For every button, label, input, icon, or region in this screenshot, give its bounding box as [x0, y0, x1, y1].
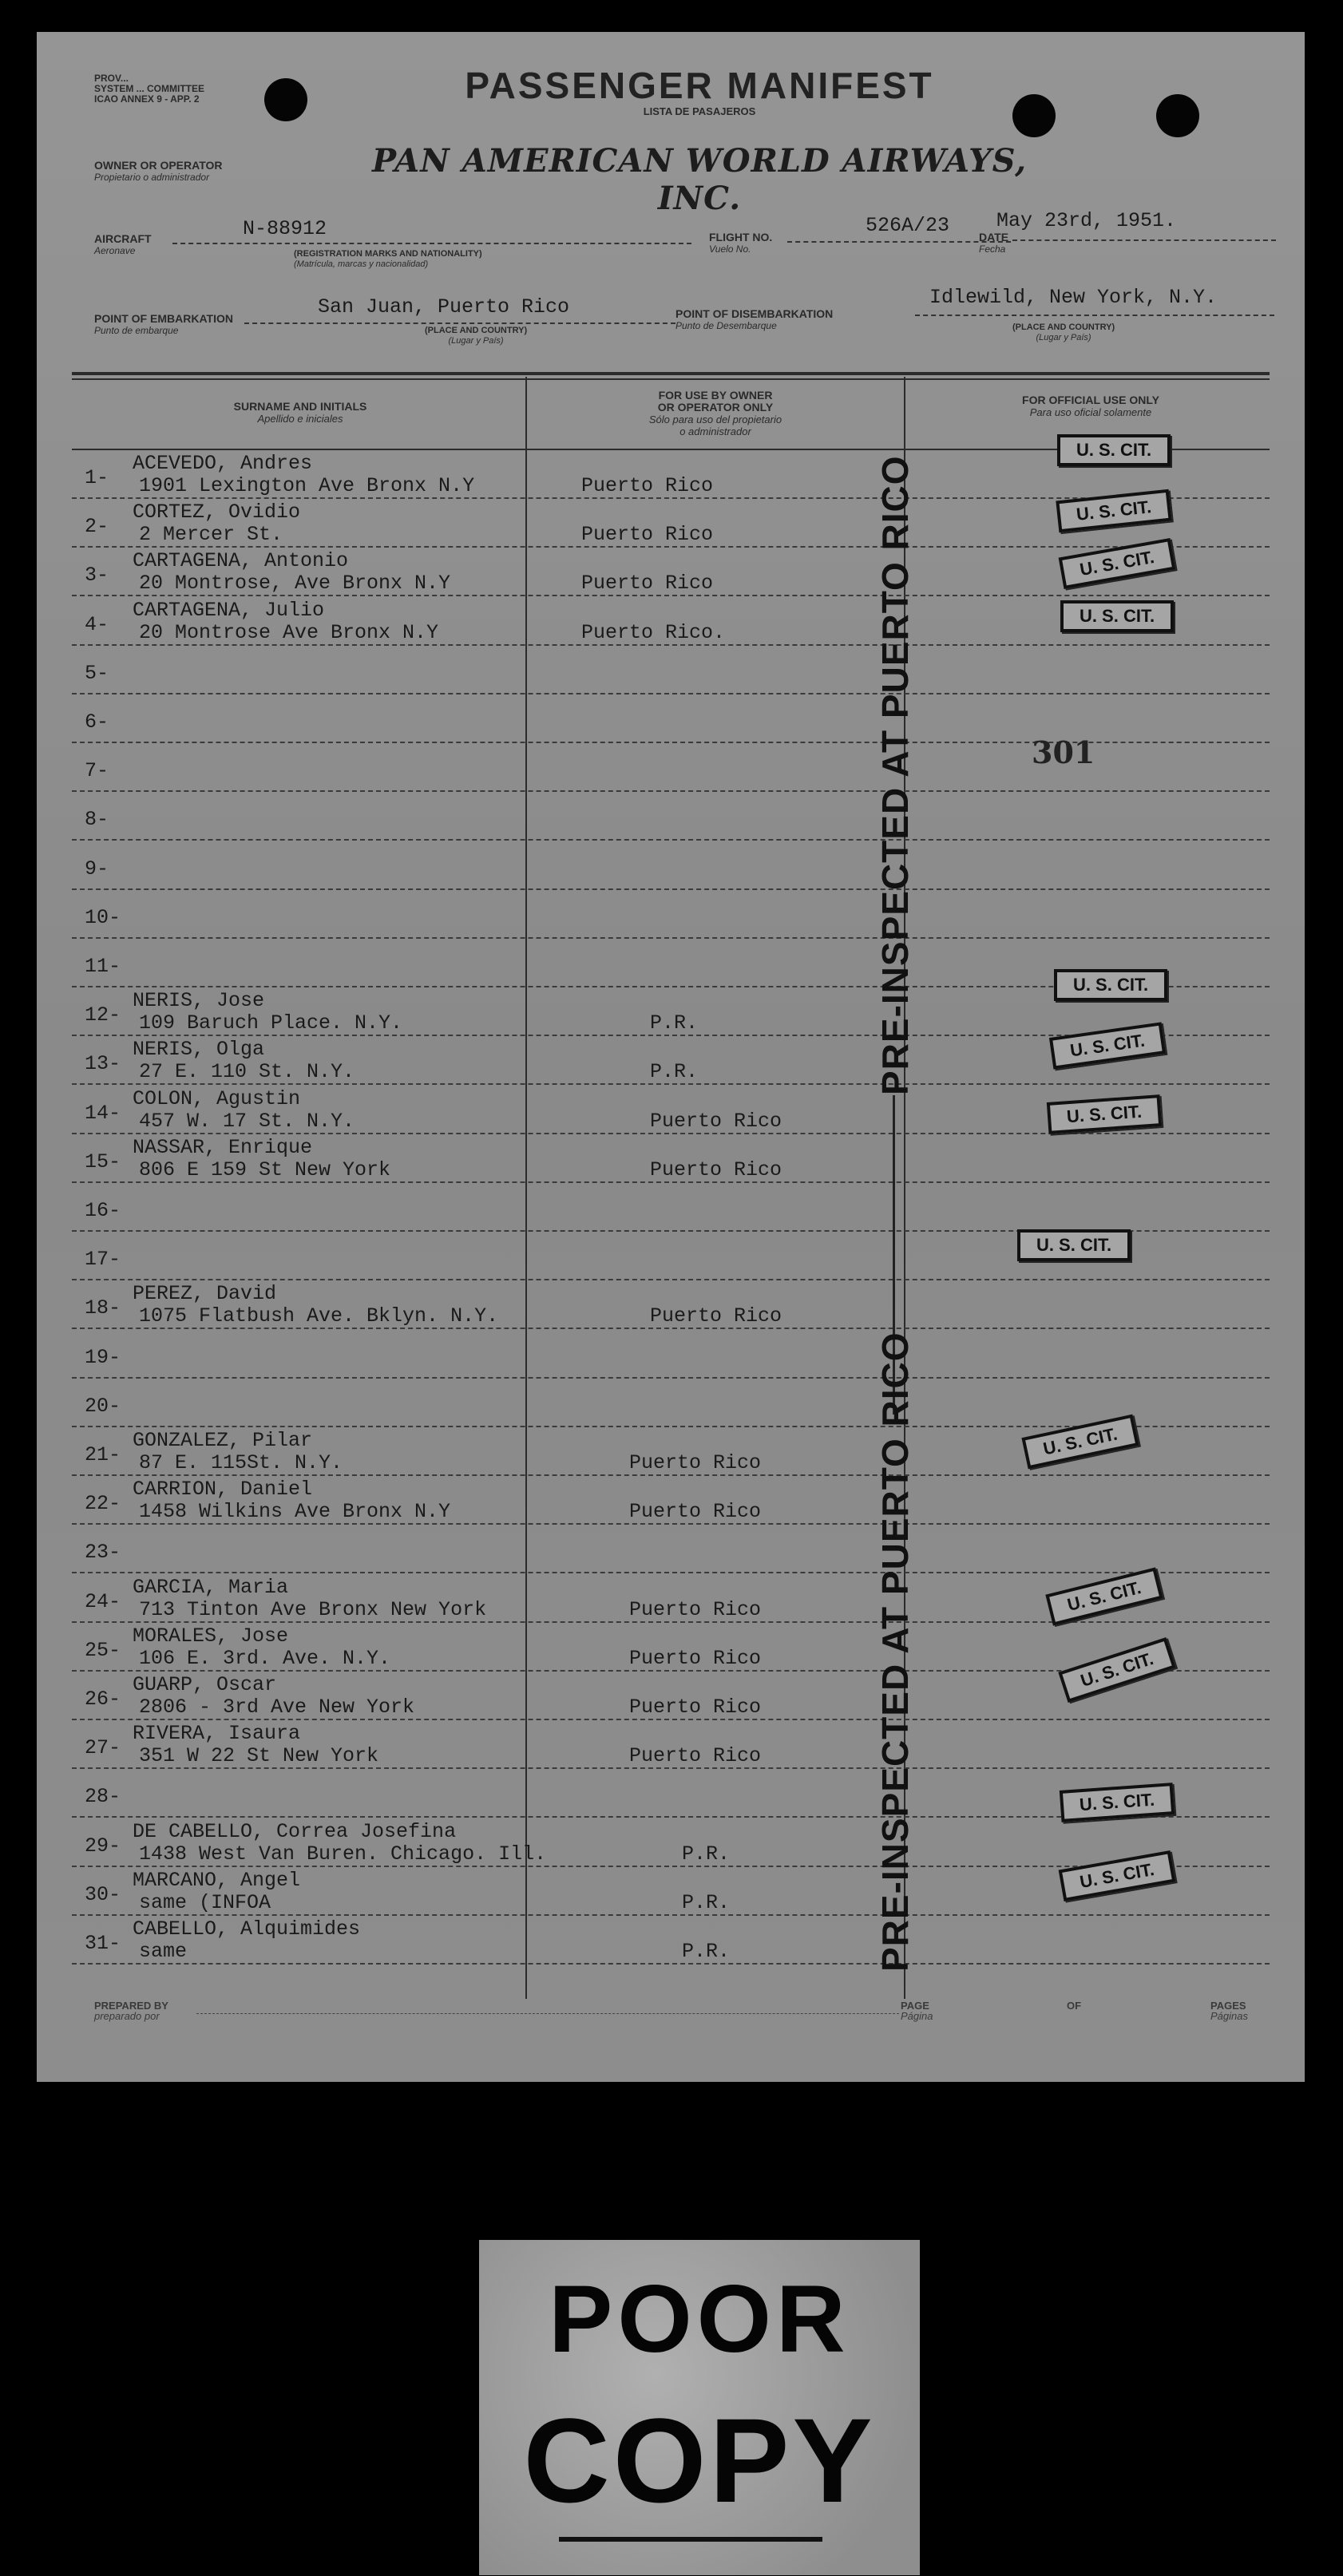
us-cit-stamp: U. S. CIT. [1060, 1783, 1175, 1822]
row-number: 5- [85, 661, 109, 685]
column-header-official: FOR OFFICIAL USE ONLY Para uso oficial solamente [1022, 394, 1159, 418]
disembark-line [915, 315, 1274, 316]
embark-line [244, 322, 675, 324]
passenger-row [37, 743, 1305, 792]
passenger-origin: P.R. [682, 1940, 731, 1963]
passenger-address: 20 Montrose Ave Bronx N.Y [139, 620, 439, 644]
flight-line [787, 241, 1011, 243]
passenger-name: NASSAR, Enrique [133, 1135, 313, 1159]
row-number: 11- [85, 955, 121, 978]
prepared-by-line [196, 2013, 899, 2014]
us-cit-stamp: U. S. CIT. [1059, 538, 1176, 589]
us-cit-stamp: U. S. CIT. [1047, 1094, 1162, 1134]
reference-lines [94, 73, 204, 105]
passenger-name: GONZALEZ, Pilar [133, 1429, 313, 1452]
us-cit-stamp: U. S. CIT. [1057, 434, 1171, 466]
passenger-row [37, 1525, 1305, 1573]
passenger-row [37, 792, 1305, 841]
pages-label: PAGES Páginas [1210, 2000, 1248, 2022]
page-label: PAGE Página [901, 2000, 933, 2022]
passenger-row [37, 1916, 1305, 1965]
passenger-row [37, 1183, 1305, 1232]
passenger-origin: Puerto Rico [650, 1109, 782, 1133]
passenger-origin: Puerto Rico [650, 1304, 782, 1328]
us-cit-stamp: U. S. CIT. [1060, 600, 1174, 632]
us-cit-stamp: U. S. CIT. [1058, 1637, 1175, 1703]
passenger-origin: P.R. [650, 1060, 699, 1084]
passenger-origin: Puerto Rico [650, 1157, 782, 1181]
us-cit-stamp: U. S. CIT. [1056, 489, 1171, 533]
row-number: 27- [85, 1736, 121, 1760]
passenger-origin: Puerto Rico [629, 1597, 762, 1621]
passenger-row [37, 646, 1305, 694]
passenger-origin: P.R. [682, 1842, 731, 1866]
row-number: 8- [85, 808, 109, 832]
manifest-sheet [37, 32, 1305, 2082]
row-number: 19- [85, 1345, 121, 1369]
date-line [1012, 239, 1276, 241]
row-number: 2- [85, 515, 109, 539]
passenger-origin: P.R. [682, 1890, 731, 1914]
passenger-address: 87 E. 115St. N.Y. [139, 1451, 343, 1474]
flight-value: 526A/23 [866, 214, 950, 237]
row-number: 28- [85, 1785, 121, 1809]
passenger-row [37, 1330, 1305, 1379]
passenger-name: ACEVEDO, Andres [133, 452, 313, 475]
row-number: 4- [85, 612, 109, 636]
passenger-address: same [139, 1940, 188, 1963]
passenger-origin: Puerto Rico. [581, 620, 726, 644]
embark-label: POINT OF EMBARKATION Punto de embarque [94, 312, 233, 336]
passenger-name: RIVERA, Isaura [133, 1722, 301, 1746]
passenger-address: 806 E 159 St New York [139, 1157, 391, 1181]
handwritten-number: 301 [1032, 734, 1095, 770]
passenger-origin: Puerto Rico [581, 474, 714, 497]
passenger-name: GARCIA, Maria [133, 1575, 289, 1599]
passenger-name: MORALES, Jose [133, 1624, 289, 1648]
copy-word: COPY [523, 2393, 876, 2527]
disembark-sublabel: (PLACE AND COUNTRY) (Lugar y País) [1012, 322, 1115, 342]
us-cit-stamp: U. S. CIT. [1059, 1850, 1176, 1901]
passenger-name: CARTAGENA, Julio [133, 598, 325, 622]
passenger-address: 27 E. 110 St. N.Y. [139, 1060, 355, 1084]
row-rule [72, 1963, 1270, 1965]
punch-hole-right [1156, 94, 1199, 137]
row-number: 24- [85, 1589, 121, 1613]
us-cit-stamp: U. S. CIT. [1045, 1567, 1163, 1625]
row-number: 14- [85, 1101, 121, 1125]
disembark-value: Idlewild, New York, N.Y. [929, 286, 1218, 309]
date-label: DATE Fecha [979, 231, 1009, 255]
punch-hole-mid [1012, 94, 1056, 137]
document-title: PASSENGER MANIFEST [465, 65, 934, 106]
passenger-row [37, 1720, 1305, 1769]
poor-copy-underline [559, 2537, 822, 2542]
passenger-row [37, 890, 1305, 939]
row-number: 1- [85, 466, 109, 489]
row-number: 15- [85, 1150, 121, 1173]
owner-label: OWNER OR OPERATOR Propietario o administrador [94, 159, 223, 183]
passenger-origin: Puerto Rico [629, 1646, 762, 1670]
row-number: 30- [85, 1882, 121, 1906]
us-cit-stamp: U. S. CIT. [1017, 1229, 1131, 1261]
row-number: 22- [85, 1492, 121, 1516]
passenger-address: 2 Mercer St. [139, 523, 283, 547]
aircraft-value: N-88912 [243, 217, 327, 240]
us-cit-stamp: U. S. CIT. [1054, 969, 1167, 1001]
passenger-address: 351 W 22 St New York [139, 1744, 379, 1768]
us-cit-stamp: U. S. CIT. [1049, 1022, 1166, 1069]
passenger-name: COLON, Agustin [133, 1086, 301, 1110]
passenger-origin: Puerto Rico [629, 1500, 762, 1524]
row-number: 29- [85, 1834, 121, 1858]
row-number: 16- [85, 1199, 121, 1222]
passenger-address: 106 E. 3rd. Ave. N.Y. [139, 1646, 391, 1670]
row-number: 7- [85, 759, 109, 783]
passenger-origin: Puerto Rico [581, 572, 714, 596]
airline-name: PAN AMERICAN WORLD AIRWAYS, INC. [372, 142, 1028, 217]
passenger-row [37, 1476, 1305, 1525]
row-number: 26- [85, 1688, 121, 1711]
row-number: 13- [85, 1052, 121, 1076]
column-header-surname: SURNAME AND INITIALS Apellido e iniciales [233, 400, 367, 425]
preinspected-stamp-upper: PRE-INSPECTED AT PUERTO RICO [874, 455, 916, 1095]
row-number: 25- [85, 1638, 121, 1662]
passenger-address: 20 Montrose, Ave Bronx N.Y [139, 572, 451, 596]
row-number: 9- [85, 857, 109, 880]
prepared-by-label: PREPARED BY preparado por [94, 2000, 168, 2022]
passenger-name: DE CABELLO, Correa Josefina [133, 1819, 457, 1843]
passenger-address: same (INFOA [139, 1890, 271, 1914]
embark-value: San Juan, Puerto Rico [318, 295, 570, 319]
passenger-name: NERIS, Olga [133, 1038, 265, 1062]
passenger-name: CARTAGENA, Antonio [133, 549, 349, 573]
row-number: 10- [85, 905, 121, 929]
passenger-origin: Puerto Rico [629, 1451, 762, 1474]
passenger-address: 1438 West Van Buren. Chicago. Ill. [139, 1842, 547, 1866]
date-value: May 23rd, 1951. [996, 209, 1177, 232]
us-cit-stamp: U. S. CIT. [1021, 1415, 1139, 1470]
passenger-address: 2806 - 3rd Ave New York [139, 1696, 415, 1719]
passenger-name: GUARP, Oscar [133, 1673, 277, 1696]
row-number: 31- [85, 1932, 121, 1955]
flight-label: FLIGHT NO. Vuelo No. [709, 231, 773, 255]
passenger-address: 109 Baruch Place. N.Y. [139, 1011, 403, 1035]
passenger-address: 1458 Wilkins Ave Bronx N.Y [139, 1500, 451, 1524]
passenger-row [37, 1280, 1305, 1329]
passenger-name: PEREZ, David [133, 1282, 277, 1306]
passenger-name: CABELLO, Alquimides [133, 1917, 361, 1941]
passenger-origin: Puerto Rico [629, 1744, 762, 1768]
passenger-name: NERIS, Jose [133, 989, 265, 1013]
row-number: 18- [85, 1296, 121, 1320]
passenger-name: MARCANO, Angel [133, 1868, 301, 1892]
passenger-origin: Puerto Rico [581, 523, 714, 547]
row-number: 21- [85, 1443, 121, 1466]
row-number: 23- [85, 1541, 121, 1565]
row-number: 3- [85, 564, 109, 588]
aircraft-line [172, 243, 691, 244]
passenger-row [37, 694, 1305, 743]
poor-word: POOR [549, 2265, 850, 2372]
column-header-owner: FOR USE BY OWNER OR OPERATOR ONLY Sólo para uso del propietario o administrador [648, 389, 782, 437]
aircraft-sublabel: (REGISTRATION MARKS AND NATIONALITY) (Matrícula, marcas y nacionalidad) [294, 249, 482, 269]
row-number: 17- [85, 1248, 121, 1272]
embark-sublabel: (PLACE AND COUNTRY) (Lugar y País) [425, 326, 528, 346]
preinspected-stamp-lower: PRE-INSPECTED AT PUERTO RICO [874, 1332, 916, 1972]
passenger-address: 713 Tinton Ave Bronx New York [139, 1597, 487, 1621]
ref-line-3: ICAO ANNEX 9 - APP. 2 [94, 93, 200, 105]
punch-hole-left [264, 78, 307, 121]
disembark-label: POINT OF DISEMBARKATION Punto de Desembarque [675, 307, 834, 331]
aircraft-label: AIRCRAFT Aeronave [94, 232, 152, 256]
row-number: 6- [85, 710, 109, 734]
document-subtitle: LISTA DE PASAJEROS [643, 105, 756, 117]
passenger-row [37, 1134, 1305, 1183]
passenger-origin: Puerto Rico [629, 1696, 762, 1719]
passenger-name: CORTEZ, Ovidio [133, 501, 301, 524]
passenger-name: CARRION, Daniel [133, 1478, 313, 1502]
passenger-row [37, 841, 1305, 890]
row-number: 12- [85, 1003, 121, 1027]
row-number: 20- [85, 1394, 121, 1418]
passenger-address: 457 W. 17 St. N.Y. [139, 1109, 355, 1133]
table-top-rule [72, 372, 1270, 375]
of-label: OF [1067, 2000, 1082, 2012]
ref-line-2: SYSTEM ... COMMITTEE [94, 83, 205, 94]
poor-copy-card [479, 2240, 920, 2575]
ref-line-1: PROV... [94, 73, 129, 84]
passenger-origin: P.R. [650, 1011, 699, 1035]
table-top-rule-2 [72, 378, 1270, 380]
passenger-address: 1901 Lexington Ave Bronx N.Y [139, 474, 475, 497]
passenger-address: 1075 Flatbush Ave. Bklyn. N.Y. [139, 1304, 499, 1328]
